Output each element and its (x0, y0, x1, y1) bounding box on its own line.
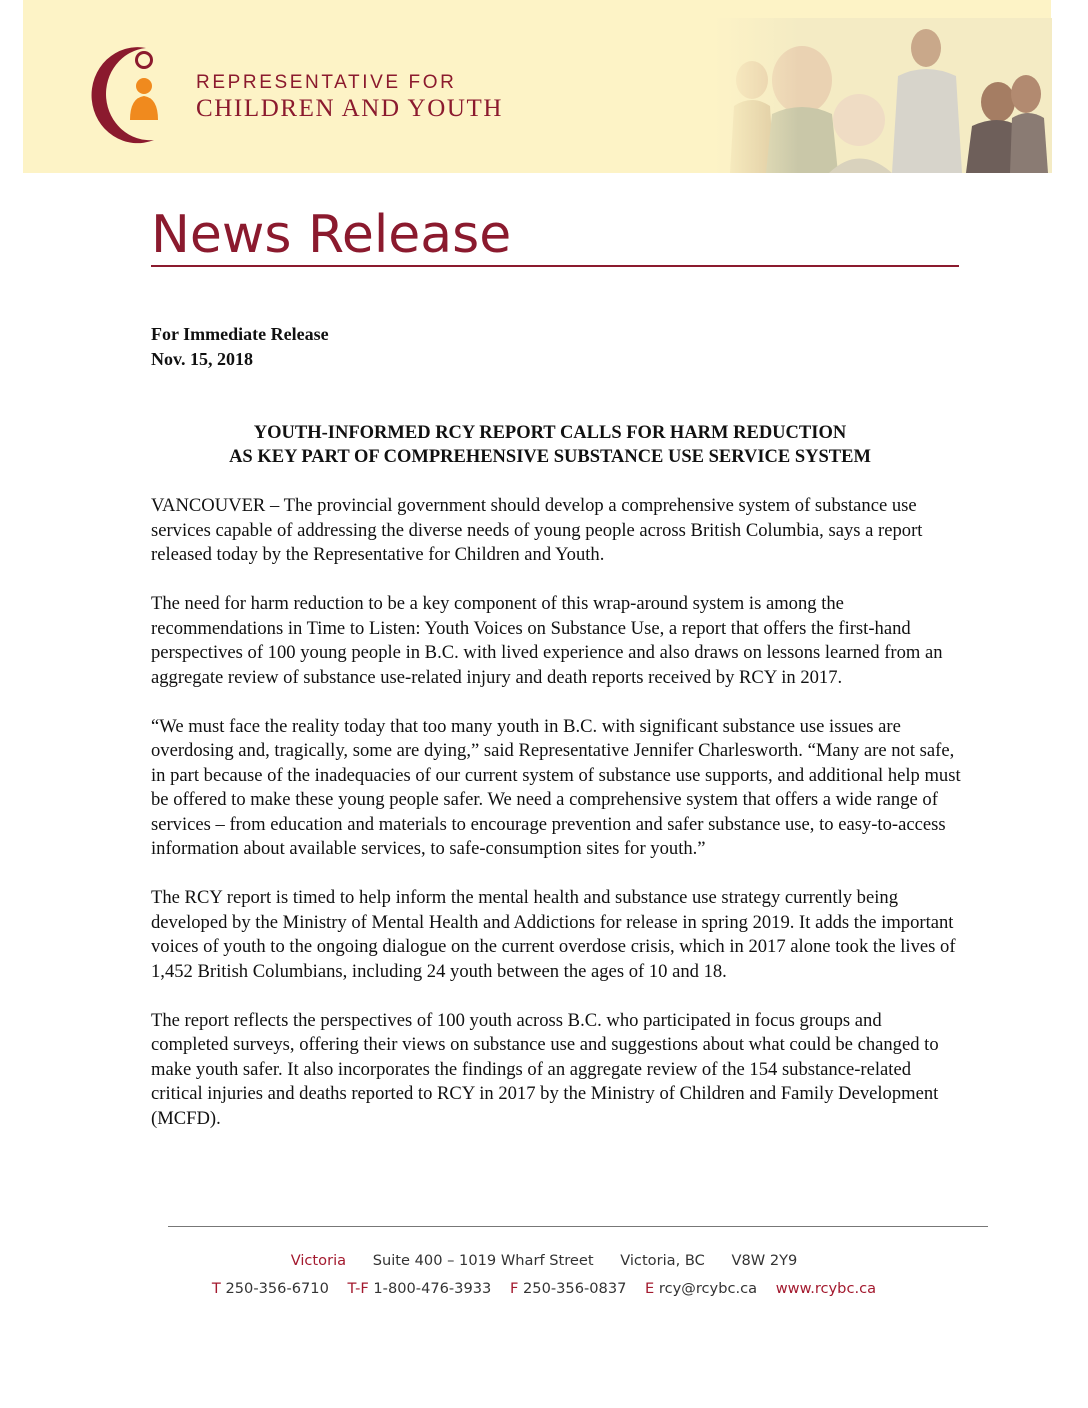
footer-fax: 250-356-0837 (523, 1280, 627, 1297)
org-name (196, 72, 503, 124)
footer-website-link[interactable]: www.rcybc.ca (775, 1280, 877, 1297)
paragraph: The need for harm reduction to be a key component of this wrap-around system is among the recommendations in Time to Listen: Youth Voices on Substance Use, a report that offers the first-hand perspectives of 100 young people in B.C. with lived experience and also draws on lessons learned from an aggregate review of substance use-related injury and death reports received by RCY in 2017. (151, 593, 943, 688)
paragraph: VANCOUVER – The provincial government should develop a comprehensive system of substance use services capable of addressing the diverse needs of young people across British Columbia, says a report released today by the Representative for Children and Youth. (151, 495, 923, 565)
paragraph: The RCY report is timed to help inform the mental health and substance use strategy currently being developed by the Ministry of Mental Health and Addictions for release in spring 2019. It adds the important voices of youth to the ongoing dialogue on the current overdose crisis, which in 2017 alone took the lives of 1,452 British Columbians, including 24 youth between the ages of 10 and 18. (151, 887, 956, 982)
headline-line2: AS KEY PART OF COMPREHENSIVE SUBSTANCE USE SERVICE SYSTEM (229, 447, 871, 467)
footer-address (150, 1252, 938, 1269)
title-divider (151, 265, 959, 267)
footer-email[interactable]: rcy@rcybc.ca (658, 1280, 758, 1297)
footer-tollfree-label: T-F (347, 1280, 369, 1297)
youth-photo-collage (714, 18, 1052, 173)
release-date: Nov. 15, 2018 (151, 349, 254, 369)
footer-postal: V8W 2Y9 (731, 1252, 798, 1269)
footer-contact (150, 1280, 938, 1297)
org-name-line2: CHILDREN AND YOUTH (196, 95, 504, 122)
footer-phone-label: T (211, 1280, 221, 1297)
release-label: For Immediate Release (151, 324, 329, 344)
footer-divider (168, 1226, 988, 1227)
body-text (151, 494, 963, 1156)
release-info (151, 322, 329, 372)
paragraph: “We must face the reality today that too many youth in B.C. with significant substance use issues are overdosing and, tragically, some are dying,” said Representative Jennifer Charlesworth. “Many are not safe, in part because of the inadequacies of our current system of substance use supports, and additional help must be offered to make these young people safer. We need a comprehensive system that offers a wide range of services – from education and materials to encourage prevention and safer substance use, to easy-to-access information about available services, to safe-consumption sites for youth.” (151, 715, 961, 859)
footer-street: Suite 400 – 1019 Wharf Street (372, 1252, 594, 1269)
footer-tollfree: 1-800-476-3933 (373, 1280, 492, 1297)
paragraph: The report reflects the perspectives of 100 youth across B.C. who participated in focus groups and completed surveys, offering their views on substance use and suggestions about what could be changed to make youth safer. It also incorporates the findings of an aggregate review of the 154 substance-related critical injuries and deaths reported to RCY in 2017 by the Ministry of Children and Family Development (MCFD). (151, 1009, 939, 1129)
footer-email-label: E (645, 1280, 655, 1297)
org-name-line1: REPRESENTATIVE FOR (196, 72, 457, 93)
rcy-logo-icon (86, 40, 168, 146)
footer-phone: 250-356-6710 (225, 1280, 329, 1297)
page-title: News Release (151, 205, 512, 265)
footer-fax-label: F (509, 1280, 519, 1297)
footer-city-prov: Victoria, BC (620, 1252, 705, 1269)
headline (100, 421, 1000, 469)
footer-city: Victoria (290, 1252, 347, 1269)
headline-line1: YOUTH-INFORMED RCY REPORT CALLS FOR HARM REDUCTION (253, 423, 847, 443)
